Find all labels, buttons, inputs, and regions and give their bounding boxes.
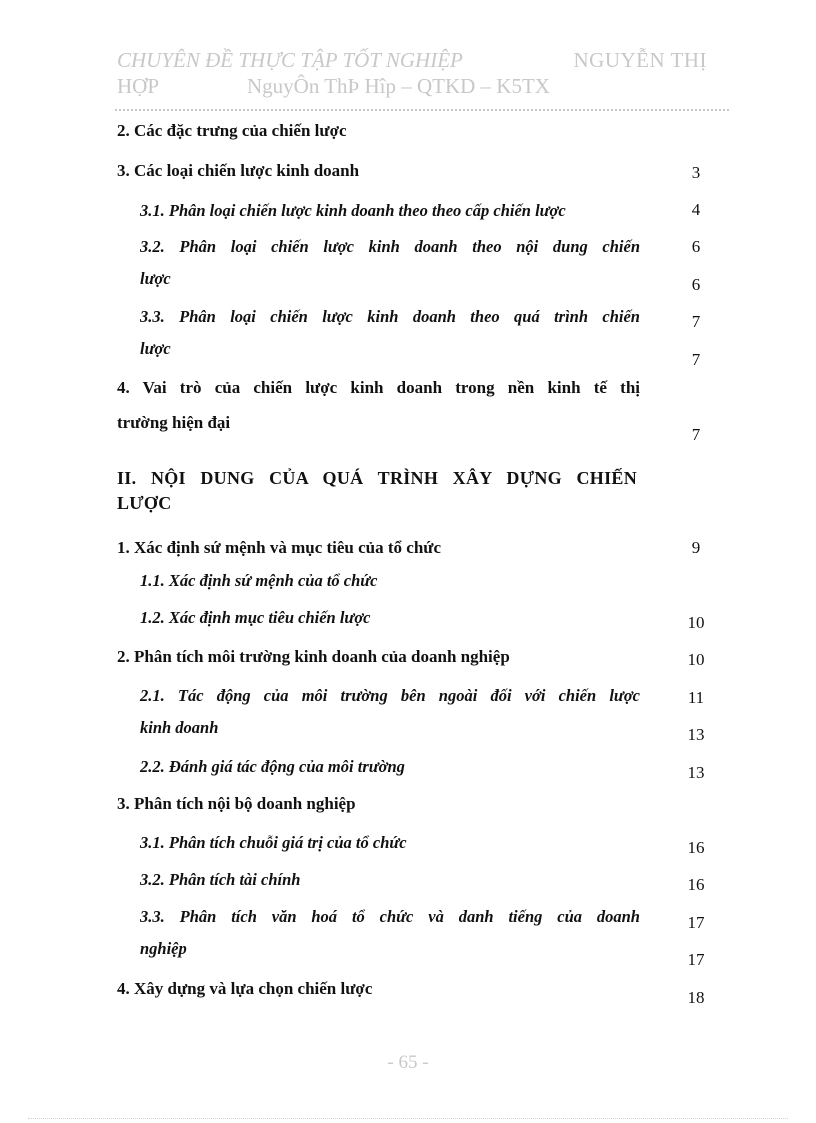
header-title: CHUYÊN ĐỀ THỰC TẬP TỐT NGHIỆP: [117, 48, 463, 72]
page-number: 10: [687, 613, 705, 632]
section-heading: II. NỘI DUNG CỦA QUÁ TRÌNH XÂY DỰNG CHIẾN: [117, 468, 637, 488]
toc-entry: 2.2. Đánh giá tác động của môi trường: [140, 757, 405, 776]
page-number: 4: [691, 200, 701, 219]
toc-entry: 2. Phân tích môi trường kinh doanh của doanh nghiệp: [117, 647, 510, 666]
toc-entry: 1.2. Xác định mục tiêu chiến lược: [140, 608, 371, 627]
toc-entry: 3.3. Phân loại chiến lược kinh doanh theo quá trình chiến: [140, 307, 640, 326]
toc-entry: 3.1. Phân loại chiến lược kinh doanh theo theo cấp chiến lược: [140, 201, 566, 220]
toc-entry: 3. Phân tích nội bộ doanh nghiệp: [117, 794, 356, 813]
toc-entry: 4. Xây dựng và lựa chọn chiến lược: [117, 979, 373, 998]
toc-entry: trường hiện đại: [117, 413, 231, 432]
page-number: 17: [687, 913, 705, 932]
page-number: 10: [687, 650, 705, 669]
toc-entry: 2. Các đặc trưng của chiến lược: [117, 121, 347, 140]
page-number: 11: [687, 688, 705, 707]
toc-entry: 3.2. Phân loại chiến lược kinh doanh theo nội dung chiến: [140, 237, 640, 256]
toc-entry: 1. Xác định sứ mệnh và mục tiêu của tổ chức: [117, 538, 442, 557]
page-number: 18: [687, 988, 705, 1007]
toc-entry: 3.3. Phân tích văn hoá tổ chức và danh tiếng của doanh: [140, 907, 640, 926]
toc-entry: lược: [140, 339, 171, 358]
page-number: 7: [691, 425, 701, 444]
toc-entry: 4. Vai trò của chiến lược kinh doanh trong nền kinh tế thị: [117, 378, 640, 397]
toc-entry: kinh doanh: [140, 718, 219, 737]
page-number: 7: [691, 312, 701, 331]
header-subtitle: NguyÔn ThÞ Hîp – QTKD – K5TX: [247, 74, 550, 98]
toc-entry: 3.2. Phân tích tài chính: [140, 870, 301, 889]
page-number: 17: [687, 950, 705, 969]
page-number: 9: [691, 538, 701, 557]
page-number: 6: [691, 237, 701, 256]
toc-entry: 2.1. Tác động của môi trường bên ngoài đối với chiến lược: [140, 686, 640, 705]
page-number: 16: [687, 838, 705, 857]
toc-entry: lược: [140, 269, 171, 288]
toc-entry: 3. Các loại chiến lược kinh doanh: [117, 161, 360, 180]
toc-entry: 3.1. Phân tích chuỗi giá trị của tổ chức: [140, 833, 407, 852]
toc-entry: 1.1. Xác định sứ mệnh của tổ chức: [140, 571, 378, 590]
page-number: 7: [691, 350, 701, 369]
header-author: NGUYỄN THỊ: [573, 48, 707, 72]
page-number: 3: [691, 163, 701, 182]
page-number: 6: [691, 275, 701, 294]
page-number: 16: [687, 875, 705, 894]
toc-entry: nghiệp: [140, 939, 187, 958]
section-heading: LƯỢC: [117, 493, 172, 513]
footer-divider: [28, 1118, 788, 1119]
page-footer-number: - 65 -: [387, 1052, 429, 1073]
page-number: 13: [687, 763, 705, 782]
header-author-continued: HỢP: [117, 74, 160, 98]
page-number: 13: [687, 725, 705, 744]
